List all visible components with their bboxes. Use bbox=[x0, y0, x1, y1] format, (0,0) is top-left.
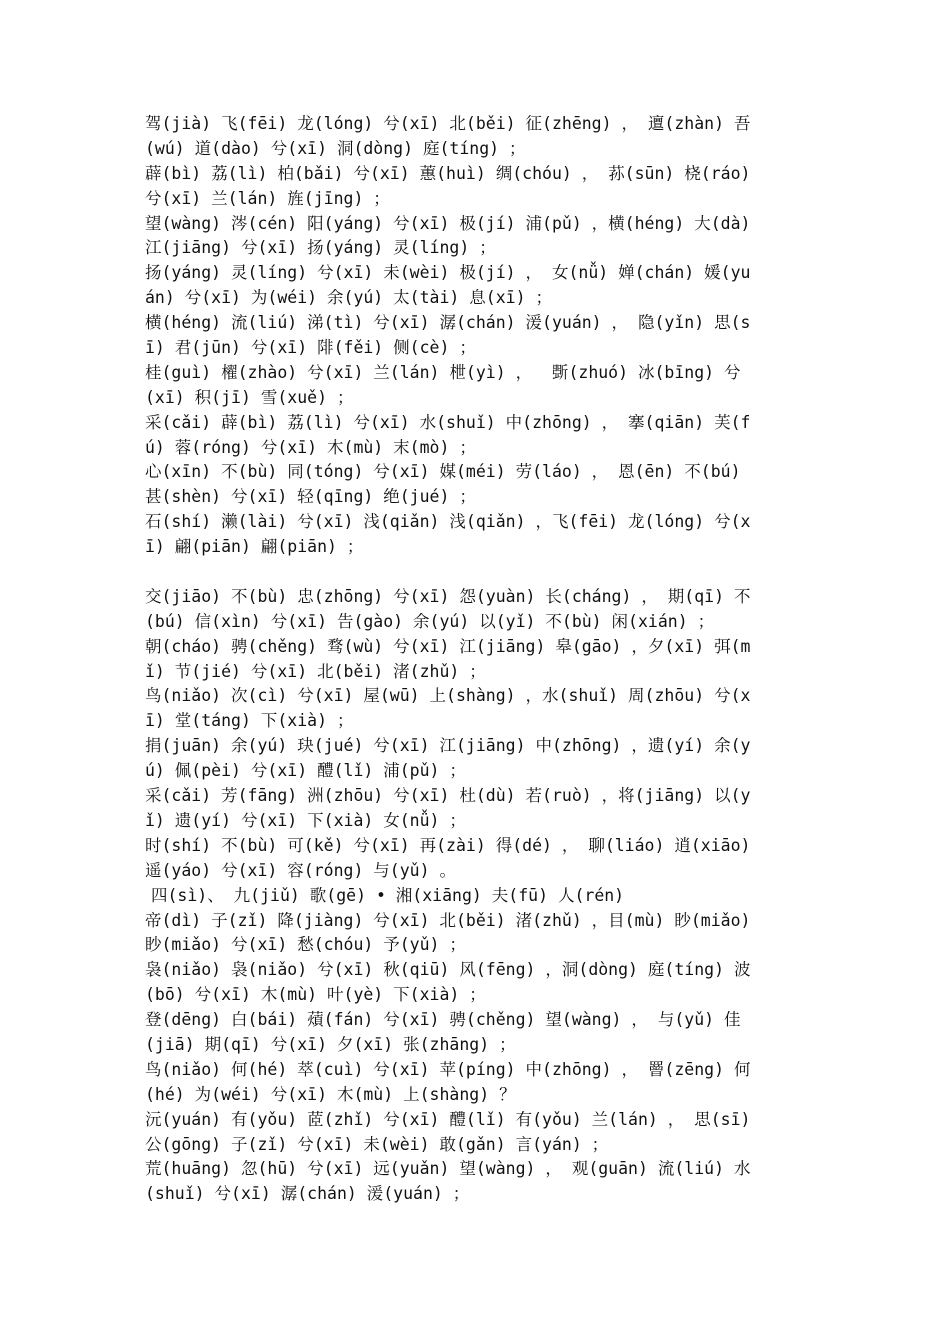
text-line: ī) 翩(piān) 翩(piān) ； bbox=[145, 537, 364, 557]
text-line: 甚(shèn) 兮(xī) 轻(qīng) 绝(jué) ； bbox=[145, 487, 476, 507]
text-line: 石(shí) 濑(lài) 兮(xī) 浅(qiǎn) 浅(qiǎn) ，飞(fēi) 龙(lóng) 兮(x bbox=[145, 512, 751, 532]
text-line: 公(gōng) 子(zǐ) 兮(xī) 未(wèi) 敢(gǎn) 言(yán) ； bbox=[145, 1134, 609, 1154]
text-line: ú) 佩(pèi) 兮(xī) 醴(lǐ) 浦(pǔ) ； bbox=[145, 761, 466, 781]
document-page bbox=[145, 112, 810, 1207]
text-line: ǐ) 遗(yí) 兮(xī) 下(xià) 女(nǚ) ； bbox=[145, 810, 466, 830]
text-line: 遥(yáo) 兮(xī) 容(róng) 与(yǔ) 。 bbox=[145, 860, 456, 880]
text-line: 薜(bì) 荔(lì) 柏(bǎi) 兮(xī) 蕙(huì) 绸(chóu) ， 荪(sūn) 桡(ráo) bbox=[145, 163, 751, 183]
text-line: ú) 蓉(róng) 兮(xī) 木(mù) 末(mò) ； bbox=[145, 437, 476, 457]
poem-block-2 bbox=[145, 585, 810, 884]
text-line: 驾(jià) 飞(fēi) 龙(lóng) 兮(xī) 北(běi) 征(zhēng) ， 邅(zhàn) 吾 bbox=[145, 114, 751, 133]
text-line: 捐(juān) 余(yú) 玦(jué) 兮(xī) 江(jiāng) 中(zhōng) ，遗(yí) 余(y bbox=[145, 736, 751, 756]
text-line: ǐ) 节(jié) 兮(xī) 北(běi) 渚(zhǔ) ； bbox=[145, 661, 486, 681]
text-line: 沅(yuán) 有(yǒu) 茝(zhǐ) 兮(xī) 醴(lǐ) 有(yǒu) 兰(lán) ， 思(sī) bbox=[145, 1109, 751, 1129]
text-line: 眇(miǎo) 兮(xī) 愁(chóu) 予(yǔ) ； bbox=[145, 935, 466, 955]
poem-block-1 bbox=[145, 112, 810, 560]
text-line: 采(cǎi) 薜(bì) 荔(lì) 兮(xī) 水(shuǐ) 中(zhōng) ， 搴(qiān) 芙(f bbox=[145, 412, 751, 432]
text-line: 登(dēng) 白(bái) 薠(fán) 兮(xī) 骋(chěng) 望(wàng) ， 与(yǔ) 佳 bbox=[145, 1010, 741, 1030]
text-line: 鸟(niǎo) 何(hé) 萃(cuì) 兮(xī) 苹(píng) 中(zhōng) ， 罾(zēng) 何 bbox=[145, 1059, 751, 1079]
text-line: 朝(cháo) 骋(chěng) 骛(wù) 兮(xī) 江(jiāng) 皋(gāo) ，夕(xī) 弭(m bbox=[145, 636, 751, 656]
text-line: 扬(yáng) 灵(líng) 兮(xī) 未(wèi) 极(jí) ， 女(nǚ) 婵(chán) 媛(yu bbox=[145, 263, 751, 283]
text-line: 鸟(niǎo) 次(cì) 兮(xī) 屋(wū) 上(shàng) ，水(shuǐ) 周(zhōu) 兮(x bbox=[145, 686, 751, 706]
text-line: 荒(huāng) 忽(hū) 兮(xī) 远(yuǎn) 望(wàng) ， 观(guān) 流(liú) 水 bbox=[145, 1159, 751, 1179]
text-line: 帝(dì) 子(zǐ) 降(jiàng) 兮(xī) 北(běi) 渚(zhǔ) ，目(mù) 眇(miǎo) bbox=[145, 910, 751, 930]
text-line: (hé) 为(wéi) 兮(xī) 木(mù) 上(shàng) ？ bbox=[145, 1084, 516, 1104]
text-line: 采(cǎi) 芳(fāng) 洲(zhōu) 兮(xī) 杜(dù) 若(ruò) ，将(jiāng) 以(y bbox=[145, 786, 751, 806]
text-line: (wú) 道(dào) 兮(xī) 洞(dòng) 庭(tíng) ； bbox=[145, 138, 526, 158]
paragraph-gap bbox=[145, 560, 810, 585]
poem-block-3 bbox=[145, 909, 810, 1208]
text-line: 兮(xī) 兰(lán) 旌(jīng) ； bbox=[145, 188, 390, 208]
text-line: (shuǐ) 兮(xī) 潺(chán) 湲(yuán) ； bbox=[145, 1184, 470, 1204]
text-line: 桂(guì) 櫂(zhào) 兮(xī) 兰(lán) 枻(yì) ， 斲(zhuó) 冰(bīng) 兮 bbox=[145, 362, 741, 382]
text-line: ī) 君(jūn) 兮(xī) 陫(fěi) 侧(cè) ； bbox=[145, 338, 476, 358]
text-line: (bú) 信(xìn) 兮(xī) 告(gào) 余(yú) 以(yǐ) 不(bù) 闲(xián) ； bbox=[145, 611, 715, 631]
text-line: 交(jiāo) 不(bù) 忠(zhōng) 兮(xī) 怨(yuàn) 长(cháng) ， 期(qī) 不 bbox=[145, 586, 751, 606]
text-line: 横(héng) 流(liú) 涕(tì) 兮(xī) 潺(chán) 湲(yuán) ， 隐(yǐn) 思(s bbox=[145, 313, 751, 333]
text-line: (jiā) 期(qī) 兮(xī) 夕(xī) 张(zhāng) ； bbox=[145, 1034, 516, 1054]
text-line: 望(wàng) 涔(cén) 阳(yáng) 兮(xī) 极(jí) 浦(pǔ) ，横(héng) 大(dà) bbox=[145, 213, 751, 233]
text-line: 袅(niǎo) 袅(niǎo) 兮(xī) 秋(qiū) 风(fēng) ，洞(dòng) 庭(tíng) 波 bbox=[145, 960, 751, 980]
text-line: 江(jiāng) 兮(xī) 扬(yáng) 灵(líng) ； bbox=[145, 238, 496, 258]
text-line: (bō) 兮(xī) 木(mù) 叶(yè) 下(xià) ； bbox=[145, 985, 486, 1005]
section-title: 四(sì)、 九(jiǔ) 歌(gē) • 湘(xiāng) 夫(fū) 人(rén) bbox=[151, 885, 625, 905]
text-line: (xī) 积(jī) 雪(xuě) ； bbox=[145, 387, 354, 407]
text-line: ī) 堂(táng) 下(xià) ； bbox=[145, 711, 354, 731]
text-line: án) 兮(xī) 为(wéi) 余(yú) 太(tài) 息(xī) ； bbox=[145, 288, 552, 308]
text-line: 心(xīn) 不(bù) 同(tóng) 兮(xī) 媒(méi) 劳(láo) ， 恩(ēn) 不(bú) bbox=[145, 462, 741, 482]
text-line: 时(shí) 不(bù) 可(kě) 兮(xī) 再(zài) 得(dé) ， 聊(liáo) 逍(xiāo) bbox=[145, 835, 751, 855]
